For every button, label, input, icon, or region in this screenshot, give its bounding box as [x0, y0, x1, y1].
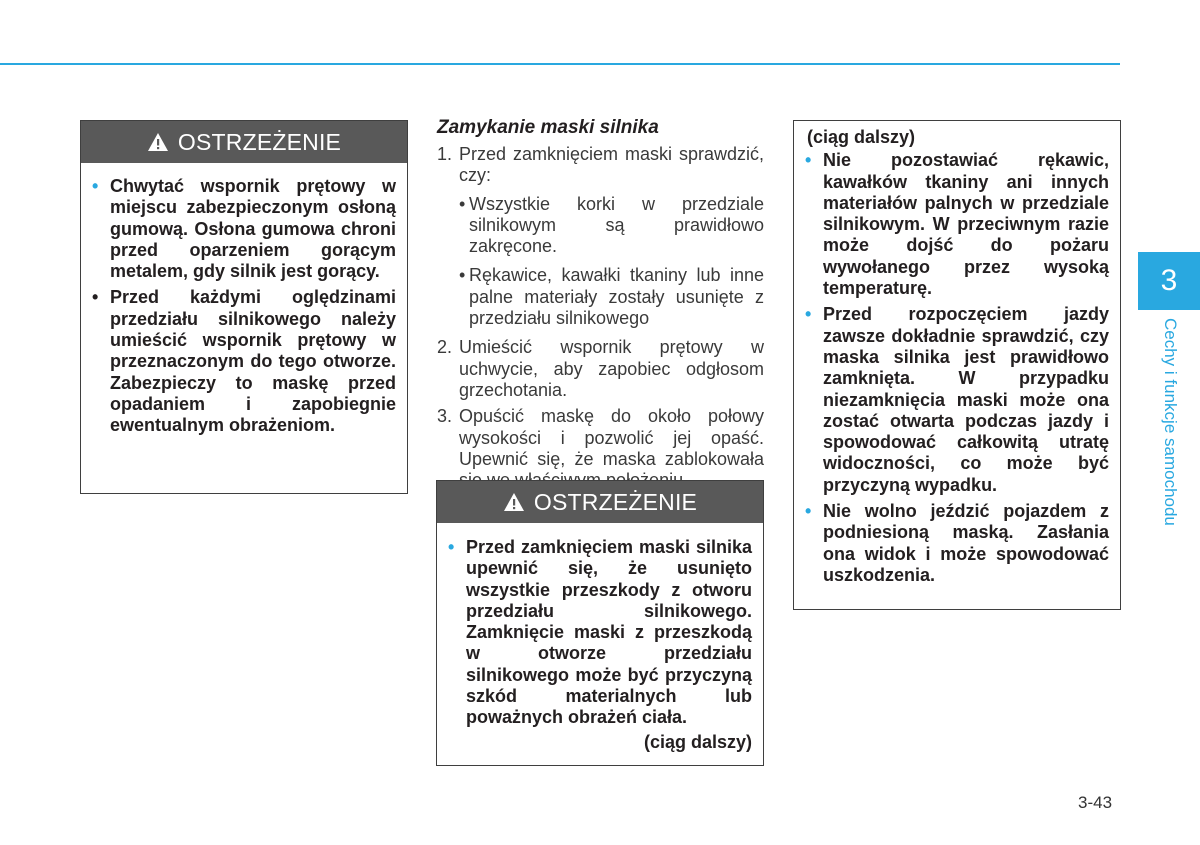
warning-text: Przed zamknięciem maski silnika upewnić się, że usunięto wszystkie przeszkody z otworu przedziału silnikowego. Zamknięcie maski z przeszkodą w otworze przedziału silnikowego może być przyczyną szkód materialnych lub poważnych obrażeń ciała.	[466, 537, 752, 728]
warning-header	[437, 481, 763, 523]
warning-text: Chwytać wspornik prętowy w miejscu zabezpieczonym osłoną gumową. Osłona gumowa chroni przed oparzeniem gorącym metalem, gdy silnik jest gorący.	[110, 176, 396, 282]
sub-bullet: •	[459, 193, 466, 214]
warning-text: Przed rozpoczęciem jazdy zawsze dokładnie sprawdzić, czy maska silnika jest prawidłowo zamknięta. W przypadku niezamknięcia maski może ona zostać otwarta podczas jazdy i spowodować całkowitą utratę widoczności, co może być przyczyną wypadku.	[823, 304, 1109, 495]
warning-box-middle	[436, 480, 764, 766]
top-rule	[0, 63, 1120, 65]
step-text: Opuścić maskę do około połowy wysokości i pozwolić jej opaść. Upewnić się, że maska zablokowała	[459, 406, 764, 469]
warning-item	[92, 176, 396, 282]
warning-triangle-icon	[503, 492, 525, 512]
step-number: 3.	[437, 406, 453, 427]
warning-triangle-icon	[147, 132, 169, 152]
closing-section	[437, 117, 764, 496]
bullet: •	[805, 501, 812, 522]
warning-text: Nie wolno jeździć pojazdem z podniesioną maską. Zasłania ona widok i może spowodować uszkodzenia.	[823, 501, 1109, 585]
step-number: 1.	[437, 144, 453, 164]
continued-label: (ciąg dalszy)	[643, 731, 752, 752]
continued-label: (ciąg dalszy)	[807, 127, 916, 147]
warning-item	[805, 501, 1109, 586]
step-number: 2.	[437, 337, 453, 358]
step-text: Umieścić wspornik prętowy w uchwycie, aby zapobiec odgłosom grzechotania.	[459, 337, 764, 400]
section-title: Zamykanie maski silnika	[437, 117, 659, 138]
warning-text: Przed każdymi oględzinami przedziału silnikowego należy umieścić wspornik prętowy w przeznaczonym do tego otworze. Zabezpieczy to maskę przed opadaniem i zapobiegnie ewentualnym obrażeniom.	[110, 287, 396, 436]
warning-text: Nie pozostawiać rękawic, kawałków tkaniny ani innych materiałów palnych w przedziale silnikowym. W przeciwnym razie może dojść do pożaru wywołanego przez wysoką temperaturę.	[823, 150, 1109, 299]
chapter-number-tab: 3	[1138, 252, 1200, 310]
step-item	[437, 406, 764, 491]
bullet: •	[92, 176, 99, 196]
warning-header	[81, 121, 407, 163]
page-number: 3-43	[1078, 793, 1113, 812]
bullet: •	[92, 287, 99, 308]
sub-bullet: •	[459, 265, 466, 286]
step-item	[437, 337, 764, 401]
warning-item	[92, 287, 396, 436]
warning-item	[448, 537, 752, 729]
bullet: •	[805, 150, 812, 171]
warning-heading: OSTRZEŻENIE	[533, 488, 698, 515]
bullet: •	[805, 304, 812, 325]
warning-item	[805, 150, 1109, 299]
chapter-title: Cechy i funkcje samochodu	[1161, 318, 1180, 526]
warning-heading: OSTRZEŻENIE	[177, 128, 342, 155]
sub-text: Rękawice, kawałki tkaniny lub inne palne materiały zostały usunięte z przedziału silnikowego	[469, 265, 764, 329]
step-text: Przed zamknięciem maski sprawdzić, czy:	[459, 144, 764, 186]
sub-item	[459, 265, 764, 329]
sub-text: Wszystkie korki w przedziale silnikowym są prawidłowo zakręcone.	[469, 193, 764, 257]
warning-box-right	[793, 120, 1121, 610]
step-item	[437, 144, 764, 329]
sub-item	[459, 194, 764, 258]
bullet: •	[448, 537, 455, 557]
warning-item	[805, 304, 1109, 496]
warning-box-left	[80, 120, 408, 494]
